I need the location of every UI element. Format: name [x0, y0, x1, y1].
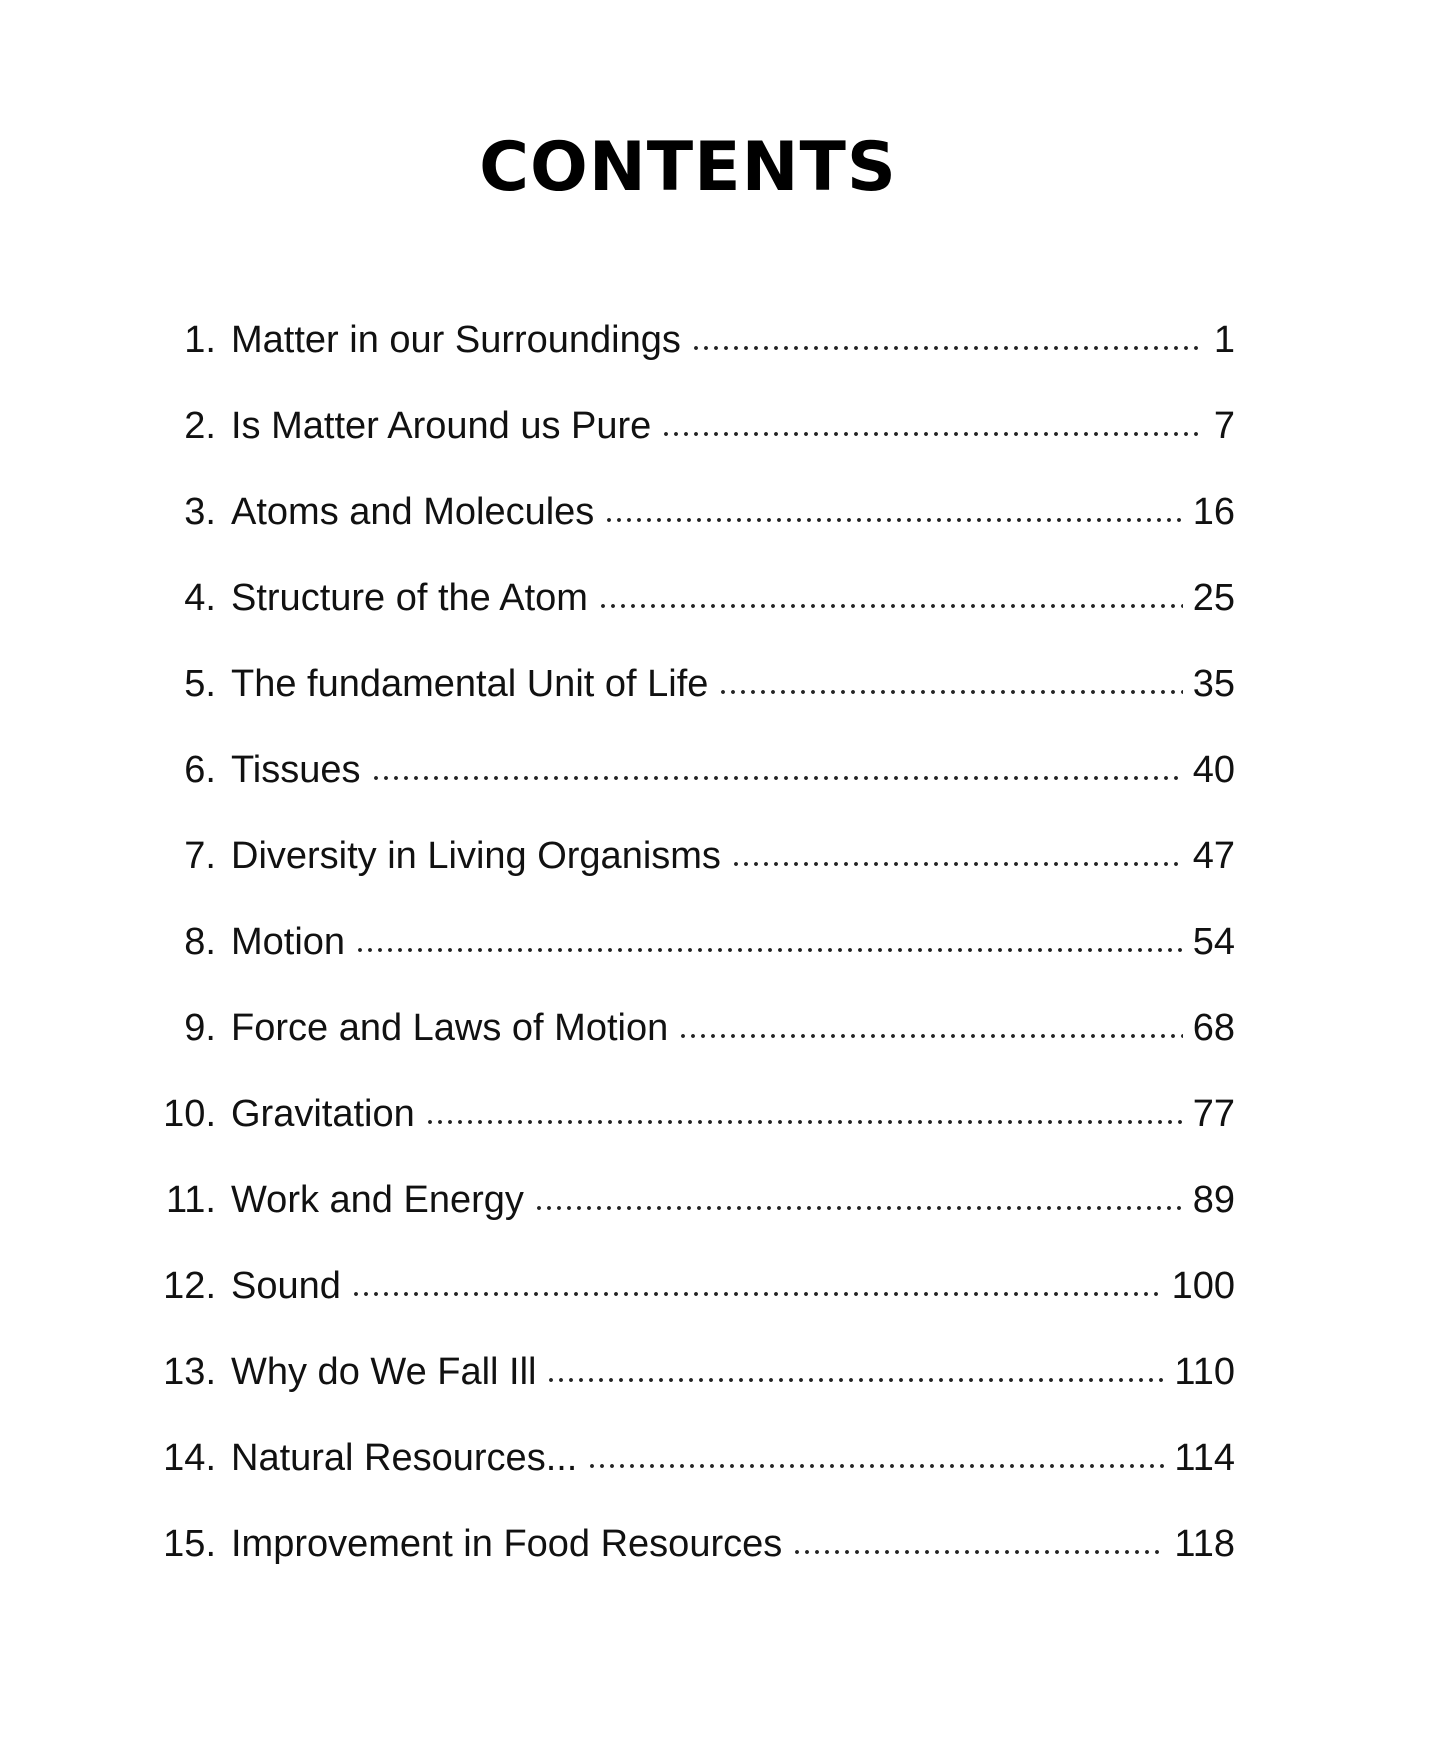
dot-leader	[731, 830, 1183, 868]
entry-page-number: 35	[1192, 663, 1235, 705]
dot-leader	[691, 314, 1204, 352]
entry-page-number: 89	[1192, 1179, 1235, 1221]
dot-leader	[718, 658, 1182, 696]
entry-title: Diversity in Living Organisms	[231, 835, 721, 877]
entry-number: 1.	[184, 319, 216, 361]
entry-number: 15.	[163, 1523, 216, 1565]
toc-entry[interactable]	[150, 1000, 1235, 1086]
entry-title: Natural Resources...	[231, 1437, 578, 1479]
entry-title: Structure of the Atom	[231, 577, 588, 619]
toc-entry[interactable]	[150, 1516, 1235, 1602]
dot-leader	[587, 1432, 1164, 1470]
entry-page-number: 16	[1192, 491, 1235, 533]
entry-number: 7.	[184, 835, 216, 877]
entry-number: 12.	[163, 1265, 216, 1307]
entry-number: 11.	[165, 1179, 216, 1221]
entry-title: Improvement in Food Resources	[231, 1523, 783, 1565]
entry-title: Atoms and Molecules	[231, 491, 595, 533]
dot-leader	[792, 1518, 1164, 1556]
dot-leader	[604, 486, 1182, 524]
entry-number: 8.	[184, 921, 216, 963]
toc-entry[interactable]	[150, 312, 1235, 398]
toc-entry[interactable]	[150, 1086, 1235, 1172]
toc-entry[interactable]	[150, 914, 1235, 1000]
entry-title: Work and Energy	[231, 1179, 524, 1221]
dot-leader	[371, 744, 1183, 782]
entry-page-number: 118	[1174, 1523, 1235, 1565]
toc-entry[interactable]	[150, 742, 1235, 828]
dot-leader	[678, 1002, 1182, 1040]
toc-entry[interactable]	[150, 484, 1235, 570]
entry-page-number: 40	[1192, 749, 1235, 791]
entry-title: Why do We Fall Ill	[231, 1351, 537, 1393]
entry-number: 13.	[163, 1351, 216, 1393]
dot-leader	[534, 1174, 1183, 1212]
entry-title: Sound	[231, 1265, 341, 1307]
entry-page-number: 100	[1171, 1265, 1235, 1307]
table-of-contents	[150, 312, 1235, 1602]
entry-number: 4.	[184, 577, 216, 619]
toc-entry[interactable]	[150, 1344, 1235, 1430]
entry-page-number: 68	[1192, 1007, 1235, 1049]
entry-page-number: 47	[1192, 835, 1235, 877]
toc-entry[interactable]	[150, 828, 1235, 914]
entry-page-number: 110	[1174, 1351, 1235, 1393]
toc-entry[interactable]	[150, 1258, 1235, 1344]
dot-leader	[661, 400, 1204, 438]
entry-page-number: 54	[1192, 921, 1235, 963]
entry-title: Force and Laws of Motion	[231, 1007, 669, 1049]
entry-page-number: 7	[1213, 405, 1235, 447]
dot-leader	[546, 1346, 1164, 1384]
entry-title: The fundamental Unit of Life	[231, 663, 709, 705]
toc-entry[interactable]	[150, 1172, 1235, 1258]
entry-number: 14.	[163, 1437, 216, 1479]
entry-number: 10.	[163, 1093, 216, 1135]
entry-page-number: 114	[1174, 1437, 1235, 1479]
entry-number: 6.	[184, 749, 216, 791]
dot-leader	[355, 916, 1183, 954]
dot-leader	[598, 572, 1183, 610]
toc-entry[interactable]	[150, 1430, 1235, 1516]
entry-number: 3.	[184, 491, 216, 533]
toc-entry[interactable]	[150, 570, 1235, 656]
entry-page-number: 77	[1192, 1093, 1235, 1135]
toc-entry[interactable]	[150, 656, 1235, 742]
page-title: CONTENTS	[479, 128, 897, 207]
entry-page-number: 1	[1213, 319, 1235, 361]
entry-number: 5.	[184, 663, 216, 705]
toc-entry[interactable]	[150, 398, 1235, 484]
entry-number: 2.	[184, 405, 216, 447]
entry-title: Tissues	[231, 749, 361, 791]
dot-leader	[351, 1260, 1162, 1298]
entry-title: Is Matter Around us Pure	[231, 405, 652, 447]
entry-title: Gravitation	[231, 1093, 415, 1135]
entry-page-number: 25	[1192, 577, 1235, 619]
dot-leader	[425, 1088, 1183, 1126]
entry-number: 9.	[184, 1007, 216, 1049]
entry-title: Motion	[231, 921, 346, 963]
entry-title: Matter in our Surroundings	[231, 319, 681, 361]
